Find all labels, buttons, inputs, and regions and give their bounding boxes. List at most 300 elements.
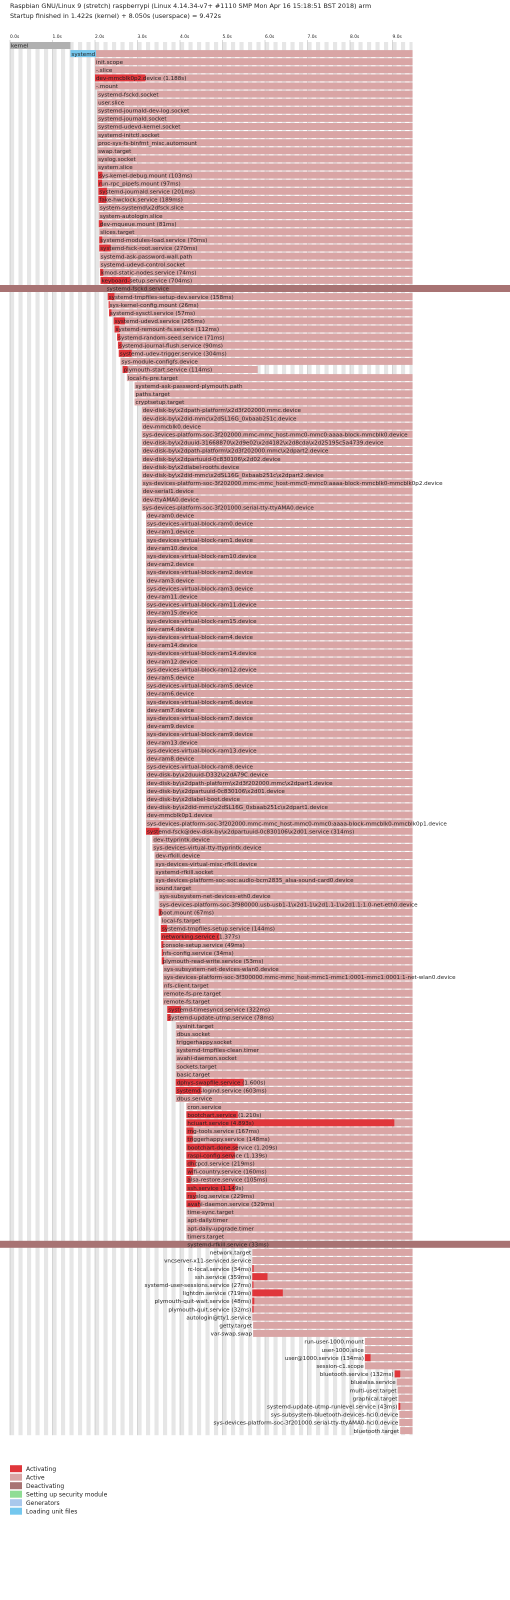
unit-label: run-user-1000.mount <box>304 1339 364 1346</box>
active-bar <box>365 1354 413 1361</box>
unit-label: sys-devices-virtual-block-ram14.device <box>147 651 257 658</box>
unit-dev-ram5-device <box>146 674 413 682</box>
unit--mount <box>95 83 413 91</box>
unit-sys-ram1 <box>146 536 413 544</box>
active-bar <box>252 1249 412 1256</box>
tick-label: 7.0s <box>307 35 317 40</box>
unit-label: user.slice <box>98 100 125 107</box>
unit-keyboard-setup-service <box>101 277 413 285</box>
unit-systemd-udev-trigger-service <box>119 350 413 358</box>
unit-label: dev-disk-by\x2did-mmc\x2dSL16G_0xbaab251c\x2dpart1.device <box>147 805 328 812</box>
active-bar <box>252 1298 412 1305</box>
unit-dev-disk-by-label-boot <box>146 795 413 803</box>
unit-systemd-fsck-p1 <box>146 828 413 836</box>
active-bar <box>365 1346 413 1353</box>
unit-dev-disk-by-uuid-p2 <box>142 439 413 447</box>
unit-system-systemd-fsck-slice <box>99 204 413 212</box>
active-bar <box>253 1322 412 1329</box>
grid-band <box>19 42 23 1435</box>
unit-label: dev-ram5.device <box>147 675 195 682</box>
unit-systemd-user-sessions-service <box>145 1281 413 1289</box>
unit-sys-devices-mmcblk0p2 <box>142 479 443 487</box>
unit-user-1000-slice <box>321 1346 412 1354</box>
unit-sys-ram13 <box>146 747 413 755</box>
unit-label: dev-disk-by\x2duuid-31668870\x2d9e02\x2d4182\x2d8cda\x2d25195c5a4739.device <box>142 440 384 447</box>
unit-label: remote-fs.target <box>164 999 210 1006</box>
grid-band <box>48 42 52 1435</box>
unit-label: dev-mmcblk0.device <box>142 424 201 431</box>
unit-label: multi-user.target <box>349 1388 397 1395</box>
unit-dev-ram12-device <box>146 658 413 666</box>
unit-label: dev-mqueue.mount (81ms) <box>99 221 177 228</box>
unit-label: dev-rfkill.device <box>155 853 200 860</box>
unit-systemd-update-utmp-service <box>167 1014 412 1022</box>
unit-systemd-timesyncd-service <box>167 1006 412 1014</box>
unit-vncserver-x11-serviced-service <box>164 1257 412 1265</box>
unit-label: sys-devices-virtual-block-ram10.device <box>147 554 257 560</box>
unit-label: kernel <box>11 43 29 50</box>
grid-band <box>91 42 95 1435</box>
unit-bluealsa-service <box>351 1379 413 1387</box>
unit-systemd-remount-fs-service <box>115 326 413 334</box>
unit-systemd-tmpfiles-clean-timer <box>176 1046 413 1054</box>
unit-raspi-config-service <box>186 1152 412 1160</box>
unit-sound-target <box>155 884 413 892</box>
unit-label: systemd-tmpfiles-clean.timer <box>176 1048 259 1055</box>
grid-band <box>70 42 74 1435</box>
unit-label: sys-subsystem-net-devices-wlan0.device <box>164 967 279 974</box>
unit-kmod-static-nodes-service <box>100 269 412 277</box>
unit-ssh-service <box>195 1273 413 1281</box>
unit-label: systemd-update-utmp.service (78ms) <box>168 1015 274 1022</box>
unit-alsa-restore-service <box>186 1176 412 1184</box>
unit-systemd-initctl-socket <box>97 131 412 139</box>
unit-label: sys-devices-virtual-block-ram6.device <box>147 699 253 706</box>
unit-label: run-rpc_pipefs.mount (97ms) <box>98 181 181 188</box>
unit-rc-local-service <box>188 1265 413 1273</box>
unit-timers-target <box>186 1233 412 1241</box>
grid-band <box>14 42 18 1435</box>
unit-label: bootchart-done.service (1.209s) <box>187 1145 278 1152</box>
unit-apt-daily-upgrade-timer <box>186 1225 412 1233</box>
unit-label: systemd-sysctl.service (57ms) <box>110 311 196 317</box>
unit-sys-ram14 <box>146 650 413 658</box>
unit-sysinit-target <box>176 1022 413 1030</box>
unit-label: plymouth-quit-wait.service (48ms) <box>154 1299 252 1306</box>
unit-bluetooth-service <box>320 1370 413 1378</box>
unit-sys-devices-mmcblk0p1 <box>146 820 447 828</box>
unit-label: dev-disk-by\x2dlabel-boot.device <box>147 797 240 803</box>
unit-label: dev-mmcblk0p1.device <box>147 813 213 820</box>
unit-hciuart-service <box>186 1119 412 1127</box>
unit-systemd-rfkill-service <box>0 1241 510 1249</box>
unit-cron-service <box>186 1103 412 1111</box>
header-startup-time: Startup finished in 1.422s (kernel) + 8.050s (userspace) = 9.472s <box>10 12 221 20</box>
unit-label: sys-devices-platform-soc-3f980000.usb-usb1-1\x2d1-1\x2d1.1-1\x2d1.1:1.0-net-eth0.device <box>159 902 418 909</box>
legend-label: Loading unit files <box>26 1508 78 1516</box>
unit-label: sys-devices-virtual-block-ram7.device <box>147 716 253 722</box>
unit-label: wifi-country.service (160ms) <box>187 1169 267 1176</box>
unit-systemd-tmpfiles-setup-service <box>161 925 413 933</box>
unit-dev-ram15-device <box>146 609 413 617</box>
unit-networking-service <box>161 933 413 941</box>
unit-label: dev-ram0.device <box>147 513 195 520</box>
unit-network-target <box>210 1249 413 1257</box>
unit-boot-mount <box>159 909 413 917</box>
header-system-info: Raspbian GNU/Linux 9 (stretch) raspberrypi (Linux 4.14.34-v7+ #1110 SMP Mon Apr 16 15:18:51 BST 2018) arm <box>10 2 372 10</box>
unit-sys-ram5 <box>146 682 413 690</box>
unit-label: rng-tools.service (167ms) <box>187 1129 260 1136</box>
unit-dev-ram3-device <box>146 577 413 585</box>
unit-dev-ram2-device <box>146 560 413 568</box>
unit-label: autologin@tty1.service <box>186 1315 252 1322</box>
unit-label: bluetooth.target <box>353 1428 400 1435</box>
tick-label: 4.0s <box>180 35 190 40</box>
unit-label: rc-local.service (34ms) <box>187 1266 252 1273</box>
unit-triggerhappy-service <box>186 1136 412 1144</box>
unit-label: time-sync.target <box>187 1210 234 1217</box>
unit-label: init.scope <box>96 59 124 66</box>
active-bar <box>95 66 413 73</box>
unit-label: dphys-swapfile.service (1.600s) <box>176 1080 266 1087</box>
activating-bar <box>252 1298 254 1305</box>
unit-label: systemd-fsck-root.service (270ms) <box>100 246 198 253</box>
unit-label: -.mount <box>96 84 118 91</box>
unit-sys-ttyama0-hci0 <box>213 1419 412 1427</box>
unit-label: dev-ram7.device <box>147 707 195 714</box>
unit-label: nfs-client.target <box>164 983 209 990</box>
unit-sys-ram8 <box>146 763 413 771</box>
unit-label: getty.target <box>219 1323 253 1330</box>
unit-dev-ram6-device <box>146 690 413 698</box>
unit-label: dev-disk-by\x2dpartuuid-0c830106\x2d01.device <box>147 788 285 795</box>
unit-label: sys-kernel-debug.mount (103ms) <box>98 173 193 180</box>
unit-label: apt-daily-upgrade.timer <box>187 1226 254 1233</box>
unit-label: sys-devices-platform-soc-3f202000.mmc-mmc_host-mmc0-mmc0:aaaa-block-mmcblk0.device <box>142 432 408 439</box>
unit-label: systemd-udev-trigger.service (304ms) <box>119 351 227 358</box>
unit-label: dev-ram10.device <box>147 545 198 552</box>
active-bar <box>99 228 412 235</box>
unit-sys-ram11 <box>146 601 413 609</box>
unit-system-autologin-slice <box>99 212 413 220</box>
unit-dphys-swapfile-service <box>176 1079 413 1087</box>
unit-label: sound.target <box>155 886 192 893</box>
unit-autologin-tty1-service <box>186 1314 412 1322</box>
unit-systemd-update-utmp-runlevel-service <box>267 1403 413 1411</box>
unit-systemd-random-seed-service <box>117 334 412 342</box>
unit-rng-tools-service <box>186 1127 412 1135</box>
active-bar <box>95 83 413 90</box>
unit-multi-user-target <box>350 1387 413 1395</box>
unit-dev-ram7-device <box>146 706 413 714</box>
unit-sys-ram6 <box>146 698 413 706</box>
unit-label: systemd-journald.socket <box>98 116 167 123</box>
unit-sys-ram2 <box>146 569 413 577</box>
unit-label: sys-devices-virtual-block-ram11.device <box>147 602 257 609</box>
unit-dev-mqueue-mount <box>99 220 413 228</box>
active-bar <box>252 1265 412 1272</box>
unit-label: dev-disk-by\x2dpartuuid-0c830106\x2d02.device <box>142 456 281 463</box>
unit-label: console-setup.service (49ms) <box>162 942 245 949</box>
unit-bootchart-done-service <box>186 1144 412 1152</box>
unit-sys-mmc1-wlan0 <box>163 974 456 982</box>
unit-dev-ttyama0-device <box>142 496 413 504</box>
tick-label: 8.0s <box>350 35 360 40</box>
unit-sys-ram0 <box>146 520 413 528</box>
unit-dev-mmcblk0p2-device <box>95 74 413 82</box>
unit-dev-ram13-device <box>146 739 413 747</box>
unit-label: dbus.service <box>176 1096 213 1103</box>
unit-plymouth-quit-wait-service <box>155 1298 413 1306</box>
legend <box>10 1465 108 1516</box>
unit-dev-rfkill-device <box>155 852 413 860</box>
legend-swatch <box>10 1508 22 1515</box>
unit-label: sys-devices-platform-soc-3f201000.serial-tty-ttyAMA0-hci0.device <box>213 1420 399 1427</box>
unit-bluetooth-target <box>353 1427 412 1435</box>
unit-label: cryptsetup.target <box>135 400 185 407</box>
unit-avahi-daemon-socket <box>176 1055 413 1063</box>
unit-systemd-fsckd-socket <box>97 91 412 99</box>
active-bar <box>365 1338 413 1345</box>
unit-label: systemd-udevd-control.socket <box>100 262 186 269</box>
unit-label: dbus.socket <box>176 1031 211 1038</box>
tick-label: 5.0s <box>222 35 232 40</box>
legend-label: Deactivating <box>26 1483 65 1491</box>
unit-kernel <box>10 42 70 50</box>
unit-systemd <box>70 50 412 58</box>
unit-label: sys-devices-virtual-block-ram2.device <box>147 570 253 577</box>
activating-bar <box>365 1354 371 1361</box>
activating-bar <box>252 1306 253 1313</box>
unit-label: sys-devices-virtual-misc-rfkill.device <box>155 861 258 868</box>
unit-label: systemd-user-sessions.service (27ms) <box>144 1283 252 1289</box>
active-bar <box>70 50 412 57</box>
unit-label: paths.target <box>135 392 170 398</box>
unit-paths-target <box>135 390 413 398</box>
unit-systemd-modules-load-service <box>99 236 412 244</box>
unit-dbus-socket <box>176 1030 413 1038</box>
unit-swap-target <box>97 147 412 155</box>
legend-swatch <box>10 1482 22 1489</box>
unit-label: sys-devices-virtual-block-ram12.device <box>147 667 257 674</box>
unit-ssh-service-sshswitch <box>186 1184 412 1192</box>
legend-label: Setting up security module <box>26 1491 108 1499</box>
active-bar <box>176 1071 413 1078</box>
unit-label: sys-devices-platform-soc-soc:audio-bcm2835_alsa-sound-card0.device <box>155 878 354 884</box>
unit-label: sys-devices-platform-soc-3f202000.mmc-mmc_host-mmc0-mmc0:aaaa-block-mmcblk0-mmcblk0p1.device <box>147 821 447 828</box>
active-bar <box>398 1403 412 1410</box>
unit-label: systemd-modules-load.service (70ms) <box>100 238 208 245</box>
unit-sys-ram12 <box>146 666 413 674</box>
unit-label: sys-devices-virtual-block-ram8.device <box>147 764 253 771</box>
unit-label: dev-ram4.device <box>147 626 195 633</box>
unit-label: cron.service <box>187 1104 222 1111</box>
unit-sys-subsystem-bluetooth-hci0 <box>271 1411 413 1419</box>
unit-dev-disk-by-id-mmc <box>142 415 413 423</box>
unit-dev-ram4-device <box>146 625 413 633</box>
unit-sys-ram4 <box>146 633 413 641</box>
unit-sys-ram10 <box>146 552 413 560</box>
unit-label: sys-devices-virtual-block-ram5.device <box>147 683 253 690</box>
active-bar <box>400 1427 412 1434</box>
unit-label: dev-serial1.device <box>142 489 194 496</box>
unit-sys-ram7 <box>146 714 413 722</box>
unit-label: sys-devices-virtual-tty-ttyprintk.device <box>153 845 262 852</box>
unit-avahi-daemon-service <box>186 1200 412 1208</box>
unit-fake-hwclock-service <box>98 196 412 204</box>
unit-label: var-swap.swap <box>210 1331 253 1338</box>
unit-label: dev-ttyAMA0.device <box>142 497 199 504</box>
activating-bar <box>252 1281 253 1288</box>
grid-band <box>10 42 14 1435</box>
unit-dev-disk-by-path-part2 <box>142 447 413 455</box>
unit-dev-disk-by-partuuid-01 <box>146 787 413 795</box>
unit-label: nfs-config.service (34ms) <box>162 950 234 957</box>
unit-rsyslog-service <box>186 1192 412 1200</box>
unit-label: dev-disk-by\x2did-mmc\x2dSL16G_0xbaab251c\x2dpart2.device <box>142 473 324 479</box>
unit-label: systemd-initctl.socket <box>98 132 160 139</box>
unit-dev-ram14-device <box>146 641 413 649</box>
unit-dbus-service <box>176 1095 413 1103</box>
unit-label: system.slice <box>98 165 133 172</box>
unit-dev-mmcblk0p1-device <box>146 812 413 820</box>
legend-label: Activating <box>26 1466 57 1474</box>
active-bar <box>97 164 412 171</box>
unit-label: graphical.target <box>352 1396 398 1403</box>
unit-nfs-client-target <box>163 982 413 990</box>
unit-dev-ram1-device <box>146 528 413 536</box>
unit-sys-kernel-debug-mount <box>98 172 413 180</box>
active-bar <box>398 1395 412 1402</box>
unit-label: bluealsa.service <box>350 1380 396 1387</box>
unit-label: boot.mount (67ms) <box>159 910 214 917</box>
unit--slice <box>95 66 413 74</box>
unit-triggerhappy-socket <box>176 1038 413 1046</box>
unit-label: proc-sys-fs-binfmt_misc.automount <box>98 140 198 147</box>
unit-label: rsyslog.service (229ms) <box>187 1193 255 1200</box>
active-bar <box>135 390 413 397</box>
unit-label: dev-ram8.device <box>147 756 195 763</box>
active-bar <box>252 1257 412 1264</box>
unit-remote-fs-target <box>163 998 413 1006</box>
unit-label: dhcpcd.service (219ms) <box>187 1161 255 1168</box>
unit-label: sys-devices-virtual-block-ram1.device <box>147 537 253 544</box>
unit-local-fs-pre-target <box>127 374 413 382</box>
unit-apt-daily-timer <box>186 1217 412 1225</box>
unit-label: keyboard-setup.service (704ms) <box>101 278 193 285</box>
unit-sys-subsystem-net-wlan0 <box>163 965 413 973</box>
unit-label: sysinit.target <box>176 1023 214 1030</box>
unit-label: session-c1.scope <box>316 1364 364 1370</box>
unit-label: dev-disk-by\x2dpath-platform\x2d3f202000.mmc.device <box>142 408 301 415</box>
unit-label: systemd-tmpfiles-setup-dev.service (158ms) <box>108 294 234 301</box>
unit-wifi-country-service <box>186 1168 412 1176</box>
unit-label: local-fs-pre.target <box>127 375 178 382</box>
unit-sys-rfkill <box>155 860 413 868</box>
grid-band <box>44 42 48 1435</box>
unit-systemd-sysctl-service <box>109 309 413 317</box>
unit-label: sys-module-configfs.device <box>121 359 198 366</box>
active-bar <box>176 1030 413 1037</box>
unit-init-scope <box>95 58 413 66</box>
active-bar <box>95 58 413 65</box>
unit-dev-ttyprintk-device <box>152 836 412 844</box>
grid-band <box>40 42 44 1435</box>
unit-run-user-1000-mount <box>304 1338 412 1346</box>
unit-label: sys-devices-virtual-block-ram3.device <box>147 586 253 593</box>
legend-swatch <box>10 1474 22 1481</box>
unit-systemd-journald-service <box>98 188 412 196</box>
unit-label: alsa-restore.service (105ms) <box>187 1177 268 1184</box>
unit-label: vncserver-x11-serviced.service <box>164 1258 252 1265</box>
unit-dev-disk-by-id-part2 <box>142 471 413 479</box>
unit-label: sys-kernel-config.mount (26ms) <box>109 302 199 309</box>
unit-systemd-udevd-service <box>114 317 413 325</box>
unit-label: systemd-remount-fs.service (112ms) <box>115 327 220 334</box>
unit-label: systemd-update-utmp-runlevel.service (43ms) <box>267 1404 398 1411</box>
unit-label: systemd-udevd.service (265ms) <box>114 319 205 326</box>
unit-systemd-tmpfiles-setup-dev-service <box>108 293 413 301</box>
unit-label: kmod-static-nodes.service (74ms) <box>101 270 197 277</box>
unit-dev-disk-by-path-part1 <box>146 779 413 787</box>
unit-label: plymouth-read-write.service (53ms) <box>162 959 264 965</box>
active-bar <box>252 1273 412 1280</box>
unit-label: sys-subsystem-bluetooth-devices-hci0.device <box>270 1412 399 1419</box>
unit-label: dev-ram3.device <box>147 578 195 585</box>
unit-systemd-ask-password-plymouth-path <box>135 382 413 390</box>
unit-slices-target <box>99 228 412 236</box>
unit-label: systemd-rfkill.socket <box>155 869 214 876</box>
grid-band <box>53 42 57 1435</box>
unit-label: plymouth-start.service (114ms) <box>123 367 213 374</box>
active-bar <box>252 1314 412 1321</box>
unit-dev-disk-by-path-mmc <box>142 407 413 415</box>
grid-band <box>74 42 78 1435</box>
unit-label: systemd-udevd-kernel.socket <box>98 124 181 131</box>
active-bar <box>399 1419 412 1426</box>
unit-label: systemd <box>71 51 96 58</box>
unit-time-sync-target <box>186 1208 412 1216</box>
unit-label: dev-ttyprintk.device <box>153 837 210 844</box>
unit-dev-ram10-device <box>146 544 413 552</box>
active-bar <box>97 147 412 154</box>
unit-label: sys-devices-virtual-block-ram4.device <box>147 635 253 641</box>
unit-user-1000-service <box>285 1354 413 1362</box>
unit-sys-subsystem-net-eth0 <box>159 893 413 901</box>
grid-band <box>31 42 35 1435</box>
unit-plymouth-read-write-service <box>162 957 413 965</box>
unit-var-swap-swap <box>211 1330 413 1338</box>
unit-label: dev-disk-by\x2dpath-platform\x2d3f202000.mmc\x2dpart2.device <box>142 448 329 455</box>
unit-label: dev-ram11.device <box>147 594 198 601</box>
unit-sys-kernel-config-mount <box>109 301 413 309</box>
unit-label: systemd-rfkill.service (33ms) <box>187 1242 269 1249</box>
unit-label: remote-fs-pre.target <box>164 991 221 998</box>
unit-sys-module-configfs-device <box>121 358 413 366</box>
unit-dev-serial1-device <box>142 488 413 496</box>
unit-label: dev-mmcblk0p2.device (1.188s) <box>96 76 187 83</box>
unit-label: sys-devices-virtual-block-ram15.device <box>147 618 257 625</box>
active-bar <box>155 884 413 891</box>
unit-label: dev-ram12.device <box>147 659 198 666</box>
active-bar <box>97 155 412 162</box>
unit-getty-target <box>219 1322 412 1330</box>
unit-bootchart-service <box>186 1111 412 1119</box>
unit-label: local-fs.target <box>161 918 201 925</box>
legend-label: Active <box>26 1474 45 1482</box>
unit-label: systemd-fsckd.socket <box>98 92 159 99</box>
unit-label: systemd-fsck@dev-disk-by\x2dpartuuid-0c830106\x2d01.service (314ms) <box>147 829 355 836</box>
